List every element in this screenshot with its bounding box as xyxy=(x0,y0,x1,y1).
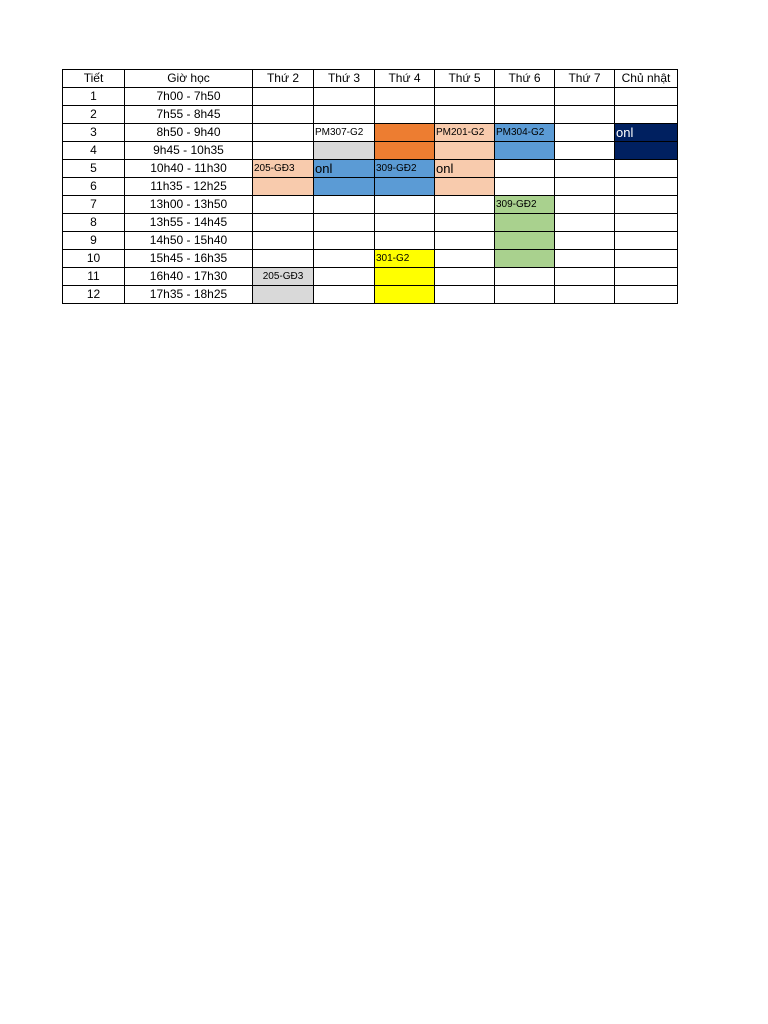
cell-friday[interactable]: PM304-G2 xyxy=(495,124,555,142)
cell-period[interactable]: 9 xyxy=(63,232,125,250)
cell-sunday[interactable] xyxy=(615,214,678,232)
table-row xyxy=(63,106,678,124)
cell-thursday[interactable] xyxy=(435,286,495,304)
cell-tuesday[interactable] xyxy=(314,196,375,214)
cell-thursday[interactable] xyxy=(435,88,495,106)
cell-thursday[interactable] xyxy=(435,250,495,268)
cell-time[interactable]: 11h35 - 12h25 xyxy=(125,178,253,196)
cell-wednesday[interactable] xyxy=(375,214,435,232)
cell-wednesday[interactable] xyxy=(375,88,435,106)
table-row xyxy=(63,160,678,178)
header-cell-time: Giờ học xyxy=(125,70,253,88)
cell-time[interactable]: 10h40 - 11h30 xyxy=(125,160,253,178)
table-row xyxy=(63,286,678,304)
cell-sunday[interactable] xyxy=(615,88,678,106)
cell-period[interactable]: 2 xyxy=(63,106,125,124)
cell-saturday[interactable] xyxy=(555,232,615,250)
cell-thursday[interactable] xyxy=(435,196,495,214)
cell-monday[interactable] xyxy=(253,286,314,304)
cell-monday[interactable] xyxy=(253,250,314,268)
timetable-body xyxy=(63,88,678,304)
cell-tuesday[interactable]: onl xyxy=(314,160,375,178)
cell-period[interactable]: 7 xyxy=(63,196,125,214)
cell-friday[interactable]: 309-GĐ2 xyxy=(495,196,555,214)
cell-period[interactable]: 11 xyxy=(63,268,125,286)
cell-sunday[interactable] xyxy=(615,160,678,178)
cell-tuesday[interactable] xyxy=(314,88,375,106)
cell-wednesday[interactable]: 301-G2 xyxy=(375,250,435,268)
cell-wednesday[interactable] xyxy=(375,124,435,142)
cell-monday[interactable] xyxy=(253,106,314,124)
cell-friday[interactable] xyxy=(495,232,555,250)
header-row xyxy=(63,70,678,88)
cell-sunday[interactable] xyxy=(615,196,678,214)
cell-sunday[interactable] xyxy=(615,268,678,286)
cell-friday[interactable] xyxy=(495,142,555,160)
cell-wednesday[interactable] xyxy=(375,106,435,124)
cell-wednesday[interactable] xyxy=(375,286,435,304)
cell-time[interactable]: 14h50 - 15h40 xyxy=(125,232,253,250)
header-cell-thursday: Thứ 5 xyxy=(435,70,495,88)
table-row xyxy=(63,124,678,142)
table-row xyxy=(63,214,678,232)
cell-wednesday[interactable] xyxy=(375,268,435,286)
cell-wednesday[interactable]: 309-GĐ2 xyxy=(375,160,435,178)
cell-time[interactable]: 9h45 - 10h35 xyxy=(125,142,253,160)
cell-thursday[interactable] xyxy=(435,178,495,196)
cell-period[interactable]: 10 xyxy=(63,250,125,268)
cell-monday[interactable] xyxy=(253,214,314,232)
cell-friday[interactable] xyxy=(495,178,555,196)
table-row xyxy=(63,196,678,214)
cell-thursday[interactable] xyxy=(435,142,495,160)
cell-tuesday[interactable] xyxy=(314,286,375,304)
cell-friday[interactable] xyxy=(495,88,555,106)
cell-sunday[interactable] xyxy=(615,178,678,196)
cell-time[interactable]: 7h55 - 8h45 xyxy=(125,106,253,124)
cell-thursday[interactable]: PM201-G2 xyxy=(435,124,495,142)
cell-tuesday[interactable] xyxy=(314,106,375,124)
cell-monday[interactable]: 205-GĐ3 xyxy=(253,160,314,178)
cell-saturday[interactable] xyxy=(555,142,615,160)
cell-friday[interactable] xyxy=(495,250,555,268)
cell-tuesday[interactable] xyxy=(314,232,375,250)
cell-thursday[interactable] xyxy=(435,232,495,250)
cell-time[interactable]: 8h50 - 9h40 xyxy=(125,124,253,142)
header-cell-saturday: Thứ 7 xyxy=(555,70,615,88)
cell-thursday[interactable] xyxy=(435,268,495,286)
cell-period[interactable]: 1 xyxy=(63,88,125,106)
header-cell-wednesday: Thứ 4 xyxy=(375,70,435,88)
cell-wednesday[interactable] xyxy=(375,142,435,160)
cell-saturday[interactable] xyxy=(555,214,615,232)
header-cell-sunday: Chủ nhật xyxy=(615,70,678,88)
header-cell-friday: Thứ 6 xyxy=(495,70,555,88)
cell-time[interactable]: 16h40 - 17h30 xyxy=(125,268,253,286)
cell-monday[interactable]: 205-GĐ3 xyxy=(253,268,314,286)
cell-saturday[interactable] xyxy=(555,196,615,214)
cell-thursday[interactable]: onl xyxy=(435,160,495,178)
cell-wednesday[interactable] xyxy=(375,196,435,214)
cell-wednesday[interactable] xyxy=(375,232,435,250)
table-row xyxy=(63,178,678,196)
cell-sunday[interactable] xyxy=(615,286,678,304)
cell-period[interactable]: 4 xyxy=(63,142,125,160)
cell-tuesday[interactable] xyxy=(314,268,375,286)
cell-period[interactable]: 8 xyxy=(63,214,125,232)
cell-saturday[interactable] xyxy=(555,160,615,178)
cell-tuesday[interactable]: PM307-G2 xyxy=(314,124,375,142)
cell-friday[interactable] xyxy=(495,214,555,232)
header-cell-tuesday: Thứ 3 xyxy=(314,70,375,88)
cell-saturday[interactable] xyxy=(555,88,615,106)
cell-sunday[interactable]: onl xyxy=(615,124,678,142)
cell-monday[interactable] xyxy=(253,142,314,160)
header-cell-period: Tiết xyxy=(63,70,125,88)
cell-monday[interactable] xyxy=(253,178,314,196)
cell-friday[interactable] xyxy=(495,160,555,178)
timetable xyxy=(62,69,678,304)
cell-saturday[interactable] xyxy=(555,106,615,124)
cell-monday[interactable] xyxy=(253,232,314,250)
cell-saturday[interactable] xyxy=(555,250,615,268)
cell-wednesday[interactable] xyxy=(375,178,435,196)
cell-tuesday[interactable] xyxy=(314,178,375,196)
cell-time[interactable]: 13h55 - 14h45 xyxy=(125,214,253,232)
cell-monday[interactable] xyxy=(253,124,314,142)
cell-monday[interactable] xyxy=(253,88,314,106)
cell-sunday[interactable] xyxy=(615,232,678,250)
cell-time[interactable]: 13h00 - 13h50 xyxy=(125,196,253,214)
cell-time[interactable]: 7h00 - 7h50 xyxy=(125,88,253,106)
cell-period[interactable]: 6 xyxy=(63,178,125,196)
cell-sunday[interactable] xyxy=(615,250,678,268)
cell-period[interactable]: 5 xyxy=(63,160,125,178)
cell-monday[interactable] xyxy=(253,196,314,214)
cell-time[interactable]: 17h35 - 18h25 xyxy=(125,286,253,304)
cell-tuesday[interactable] xyxy=(314,214,375,232)
table-row xyxy=(63,232,678,250)
cell-tuesday[interactable] xyxy=(314,142,375,160)
cell-time[interactable]: 15h45 - 16h35 xyxy=(125,250,253,268)
cell-period[interactable]: 12 xyxy=(63,286,125,304)
cell-sunday[interactable] xyxy=(615,106,678,124)
header-cell-monday: Thứ 2 xyxy=(253,70,314,88)
table-row xyxy=(63,88,678,106)
table-row xyxy=(63,142,678,160)
cell-saturday[interactable] xyxy=(555,178,615,196)
cell-thursday[interactable] xyxy=(435,214,495,232)
cell-period[interactable]: 3 xyxy=(63,124,125,142)
cell-saturday[interactable] xyxy=(555,124,615,142)
cell-saturday[interactable] xyxy=(555,268,615,286)
cell-friday[interactable] xyxy=(495,106,555,124)
cell-friday[interactable] xyxy=(495,286,555,304)
cell-friday[interactable] xyxy=(495,268,555,286)
cell-tuesday[interactable] xyxy=(314,250,375,268)
cell-saturday[interactable] xyxy=(555,286,615,304)
table-row xyxy=(63,268,678,286)
cell-thursday[interactable] xyxy=(435,106,495,124)
table-row xyxy=(63,250,678,268)
cell-sunday[interactable] xyxy=(615,142,678,160)
